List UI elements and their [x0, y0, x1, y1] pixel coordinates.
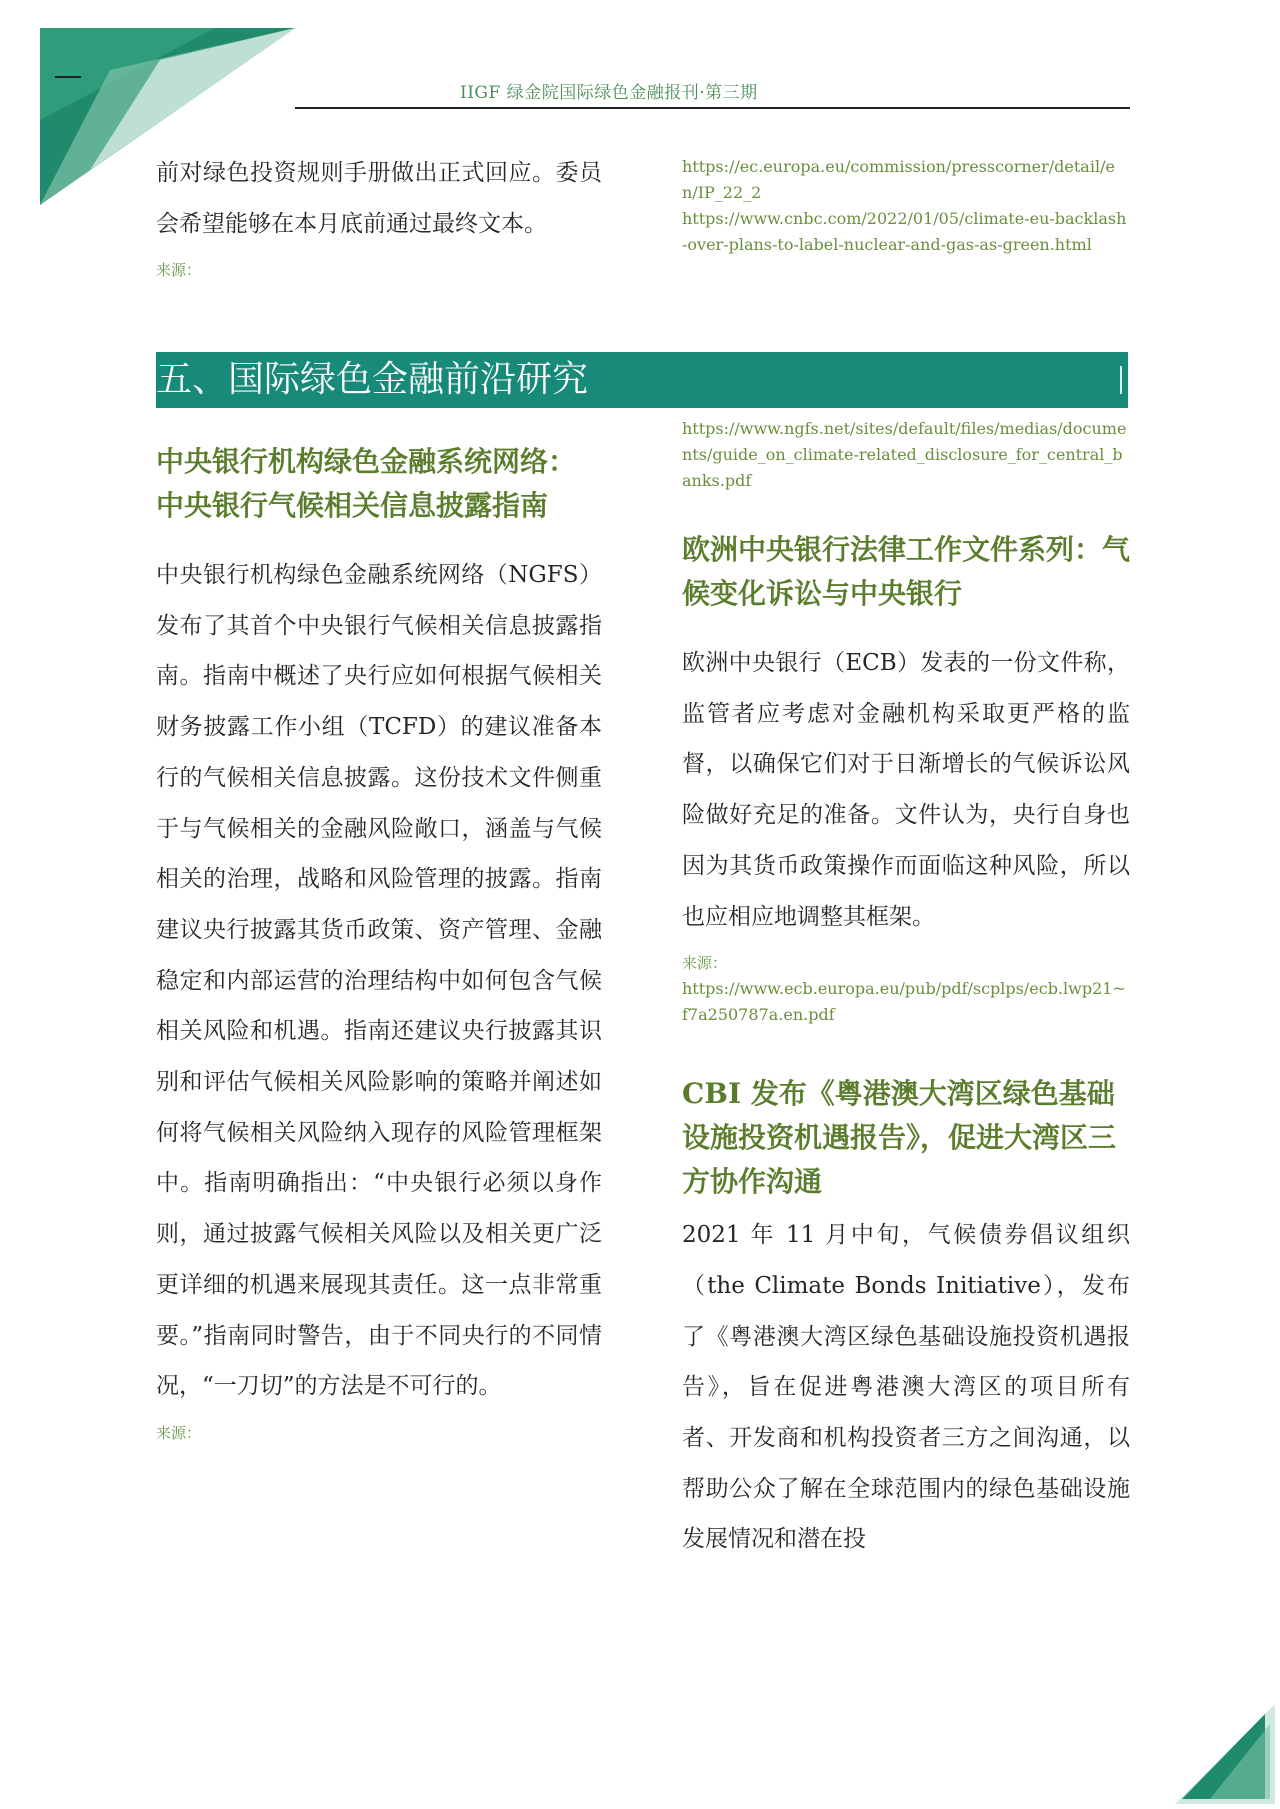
article-title: CBI 发布《粤港澳大湾区绿色基础设施投资机遇报告》，促进大湾区三方协作沟通 [682, 1077, 1117, 1199]
article-title: 欧洲中央银行法律工作文件系列：气候变化诉讼与中央银行 [682, 533, 1131, 610]
article-title: 中央银行机构绿色金融系统网络：中央银行气候相关信息披露指南 [156, 445, 577, 522]
top-left-continuation [156, 148, 602, 283]
section-title: 五、国际绿色金融前沿研究 [156, 359, 589, 400]
ecb-source-link[interactable]: https://www.ecb.europa.eu/pub/pdf/scplps/ecb.lwp21~f7a250787a.en.pdf [682, 979, 1126, 1025]
source-link[interactable]: https://www.cnbc.com/2022/01/05/climate-eu-backlash-over-plans-to-label-nuclear-and-gas-as-green.html [682, 209, 1127, 254]
top-left-source-label: 来源： [156, 261, 202, 280]
article-body: 欧洲中央银行（ECB）发表的一份文件称，监管者应考虑对金融机构采取更严格的监督，以确保它们对于日渐增长的气候诉讼风险做好充足的准备。文件认为，央行自身也因为其货币政策操作而面临这种风险，所以也应相应地调整其框架。 [682, 650, 1130, 930]
article-ecb [682, 528, 1130, 1028]
top-left-body: 前对绿色投资规则手册做出正式回应。委员会希望能够在本月底前通过最终文本。 [156, 160, 602, 237]
journal-header-title: IIGF 绿金院国际绿色金融报刊·第三期 [460, 83, 758, 103]
header-rule [295, 107, 1130, 109]
top-right-sources [682, 154, 1130, 258]
article-source-label: 来源： [156, 1423, 202, 1442]
article-cbi [682, 1072, 1130, 1565]
section-heading-bar [156, 352, 1128, 408]
source-link[interactable]: https://ec.europa.eu/commission/presscorner/detail/en/IP_22_2 [682, 157, 1115, 202]
right-column [682, 416, 1130, 1565]
ngfs-source-link[interactable]: https://www.ngfs.net/sites/default/files/medias/documents/guide_on_climate-related_disclosure_for_central_banks.pdf [682, 419, 1127, 490]
corner-decoration-bottom-right [1170, 1699, 1280, 1809]
article-source-label: 来源： [682, 954, 728, 973]
article-ngfs [156, 440, 602, 1446]
section-bar-tick [1120, 366, 1122, 394]
article-body: 中央银行机构绿色金融系统网络（NGFS）发布了其首个中央银行气候相关信息披露指南。指南中概述了央行应如何根据气候相关财务披露工作小组（TCFD）的建议准备本行的气候相关信息披露。这份技术文件侧重于与气候相关的金融风险敞口，涵盖与气候相关的治理，战略和风险管理的披露。指南建议央行披露其货币政策、资产管理、金融稳定和内部运营的治理结构中如何包含气候相关风险和机遇。指南还建议央行披露其识别和评估气候相关风险影响的策略并阐述如何将气候相关风险纳入现存的风险管理框架中。指南明确指出：“中央银行必须以身作则，通过披露气候相关风险以及相关更广泛更详细的机遇来展现其责任。这一点非常重要。”指南同时警告，由于不同央行的不同情况，“一刀切”的方法是不可行的。 [156, 562, 602, 1400]
header-dash [55, 76, 81, 78]
article-body: 2021 年 11 月中旬，气候债券倡议组织（the Climate Bonds Initiative），发布了《粤港澳大湾区绿色基础设施投资机遇报告》，旨在促进粤港澳大湾区的项目所有者、开发商和机构投资者三方之间沟通，以帮助公众了解在全球范围内的绿色基础设施发展情况和潜在投 [682, 1222, 1130, 1553]
